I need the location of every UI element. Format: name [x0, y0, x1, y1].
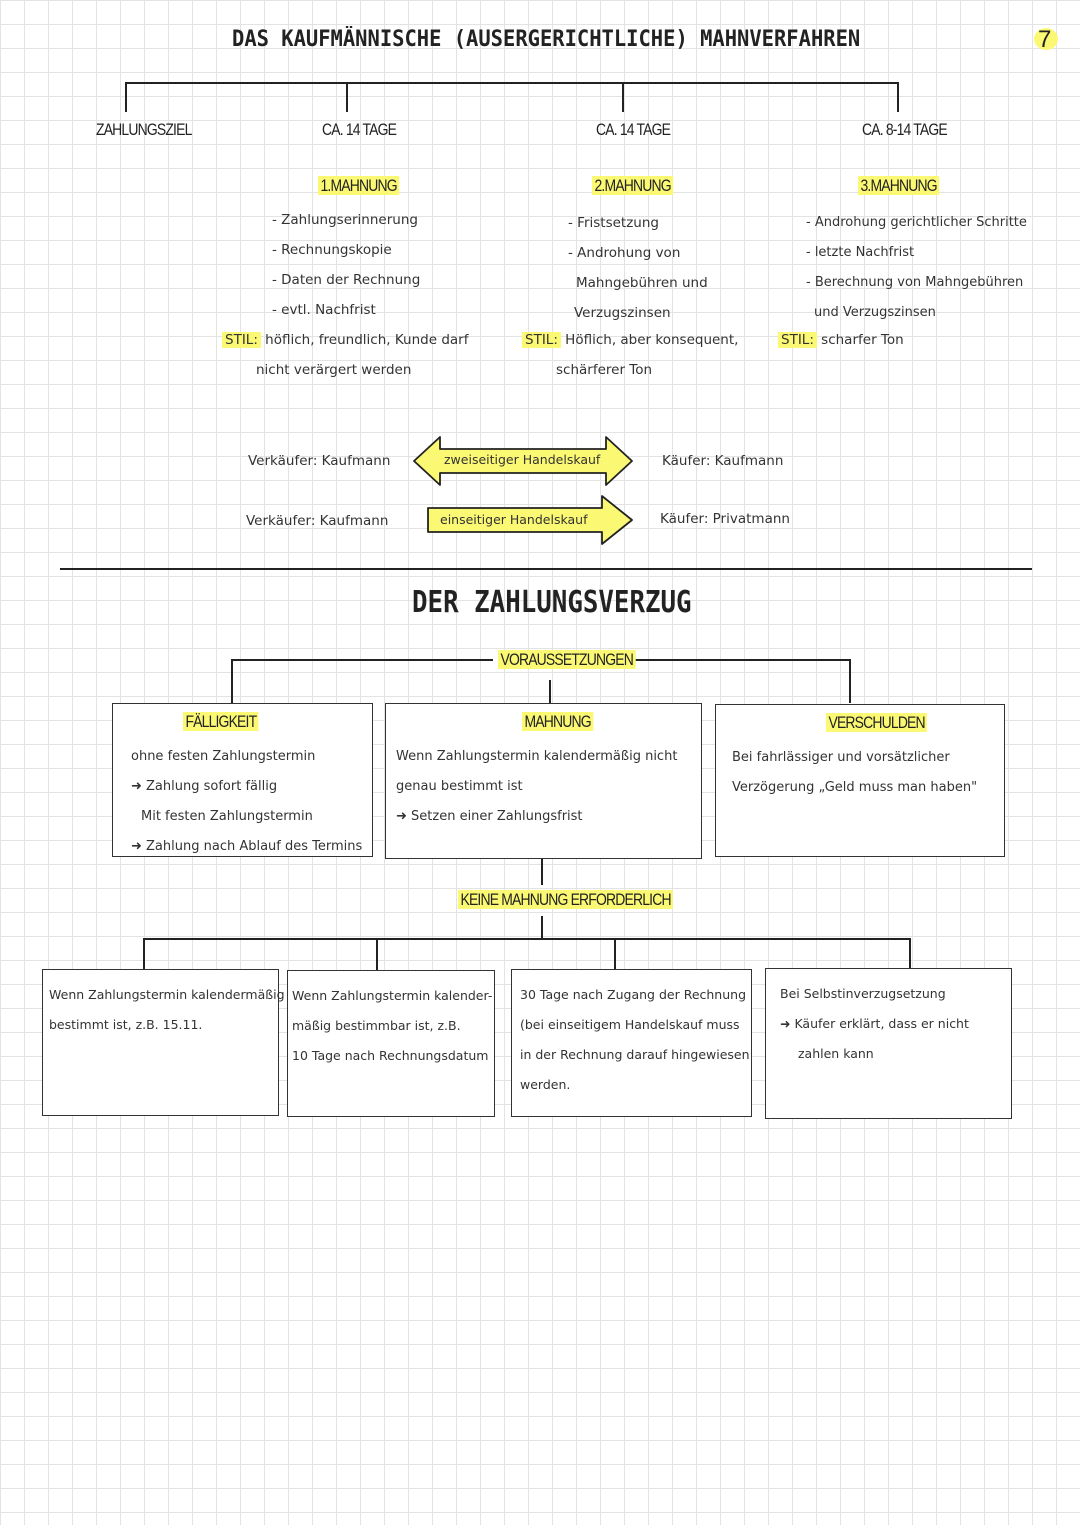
tree-branch [376, 938, 378, 970]
tree-branch [614, 938, 616, 970]
box-verschulden: VERSCHULDEN Bei fahrlässiger und vorsätzlicher Verzögerung „Geld muss man haben" [715, 704, 1005, 857]
column-heading-1: CA. 14 TAGE [322, 120, 397, 139]
tree-branch [849, 659, 851, 703]
stil-label: STIL: [522, 332, 561, 348]
tree-branch [897, 82, 899, 112]
prereq-line-right [612, 659, 850, 661]
section1-title: DAS KAUFMÄNNISCHE (AUSERGERICHTLICHE) MAHNVERFAHREN [232, 27, 861, 52]
section-divider [60, 568, 1032, 570]
tree-branch [909, 938, 911, 970]
mahnung-1-stil: STIL: höflich, freundlich, Kunde darf nicht verärgert werden [222, 325, 468, 385]
prereq-line-left [231, 659, 493, 661]
prereq-label: VORAUSSETZUNGEN [498, 650, 635, 670]
mahnung-3-title: 3.MAHNUNG [858, 176, 939, 196]
tree-branch [549, 680, 551, 704]
mahnung-2-title: 2.MAHNUNG [592, 176, 673, 196]
box-title: VERSCHULDEN [826, 713, 927, 733]
tree-branch [346, 82, 348, 112]
no-reminder-label: KEINE MAHNUNG ERFORDERLICH [458, 890, 673, 910]
mahnung-2-stil: STIL: Höflich, aber konsequent, schärferer Ton [522, 325, 738, 385]
box-title: FÄLLIGKEIT [183, 712, 259, 732]
tree-branch [622, 82, 624, 112]
mahnung-2-list: - Fristsetzung - Androhung von Mahngebühren und Verzugszinsen [568, 215, 708, 321]
tree-branch [541, 916, 543, 938]
case-box: 30 Tage nach Zugang der Rechnung (bei einseitigem Handelskauf muss in der Rechnung darauf hingewiesen werden. [511, 969, 752, 1117]
mahnung-1-list: - Zahlungserinnerung - Rechnungskopie - Daten der Rechnung - evtl. Nachfrist [272, 212, 421, 318]
box-mahnung: MAHNUNG Wenn Zahlungstermin kalendermäßig nicht genau bestimmt ist ➜ Setzen einer Zahlungsfrist [385, 703, 702, 859]
mahnung-3-stil: STIL: scharfer Ton [778, 325, 904, 355]
column-heading-2: CA. 14 TAGE [596, 120, 671, 139]
case-box: Wenn Zahlungstermin kalender- mäßig bestimmbar ist, z.B. 10 Tage nach Rechnungsdatum [287, 970, 495, 1117]
trade-1-seller: Verkäufer: Kaufmann [248, 453, 391, 469]
cases-horizontal-line [143, 938, 911, 940]
trade-1-label: zweiseitiger Handelskauf [444, 452, 601, 467]
tree-branch [125, 82, 127, 112]
stil-label: STIL: [778, 332, 817, 348]
case-box: Wenn Zahlungstermin kalendermäßig bestimmt ist, z.B. 15.11. [42, 969, 279, 1116]
tree-branch [231, 659, 233, 703]
column-heading-3: CA. 8-14 TAGE [862, 120, 947, 139]
mahnung-3-list: - Androhung gerichtlicher Schritte - letzte Nachfrist - Berechnung von Mahngebühren und Verzugszinsen [806, 215, 1027, 320]
tree-horizontal-line [125, 82, 899, 84]
page-number: 7 [1030, 22, 1064, 56]
column-heading-zahlungsziel: ZAHLUNGSZIEL [96, 120, 192, 139]
box-title: MAHNUNG [522, 712, 593, 732]
section2-title: DER ZAHLUNGSVERZUG [412, 585, 692, 620]
trade-2-seller: Verkäufer: Kaufmann [246, 513, 389, 529]
trade-2-buyer: Käufer: Privatmann [660, 511, 790, 527]
box-faelligkeit: FÄLLIGKEIT ohne festen Zahlungstermin ➜ Zahlung sofort fällig Mit festen Zahlungstermin ➜ Zahlung nach Ablauf des Termins [112, 703, 373, 857]
case-box: Bei Selbstinverzugsetzung ➜ Käufer erklärt, dass er nicht zahlen kann [765, 968, 1012, 1119]
trade-2-label: einseitiger Handelskauf [440, 512, 588, 527]
mahnung-1-title: 1.MAHNUNG [318, 176, 399, 196]
tree-branch [143, 938, 145, 970]
trade-1-buyer: Käufer: Kaufmann [662, 453, 784, 469]
tree-branch [541, 859, 543, 885]
stil-label: STIL: [222, 332, 261, 348]
